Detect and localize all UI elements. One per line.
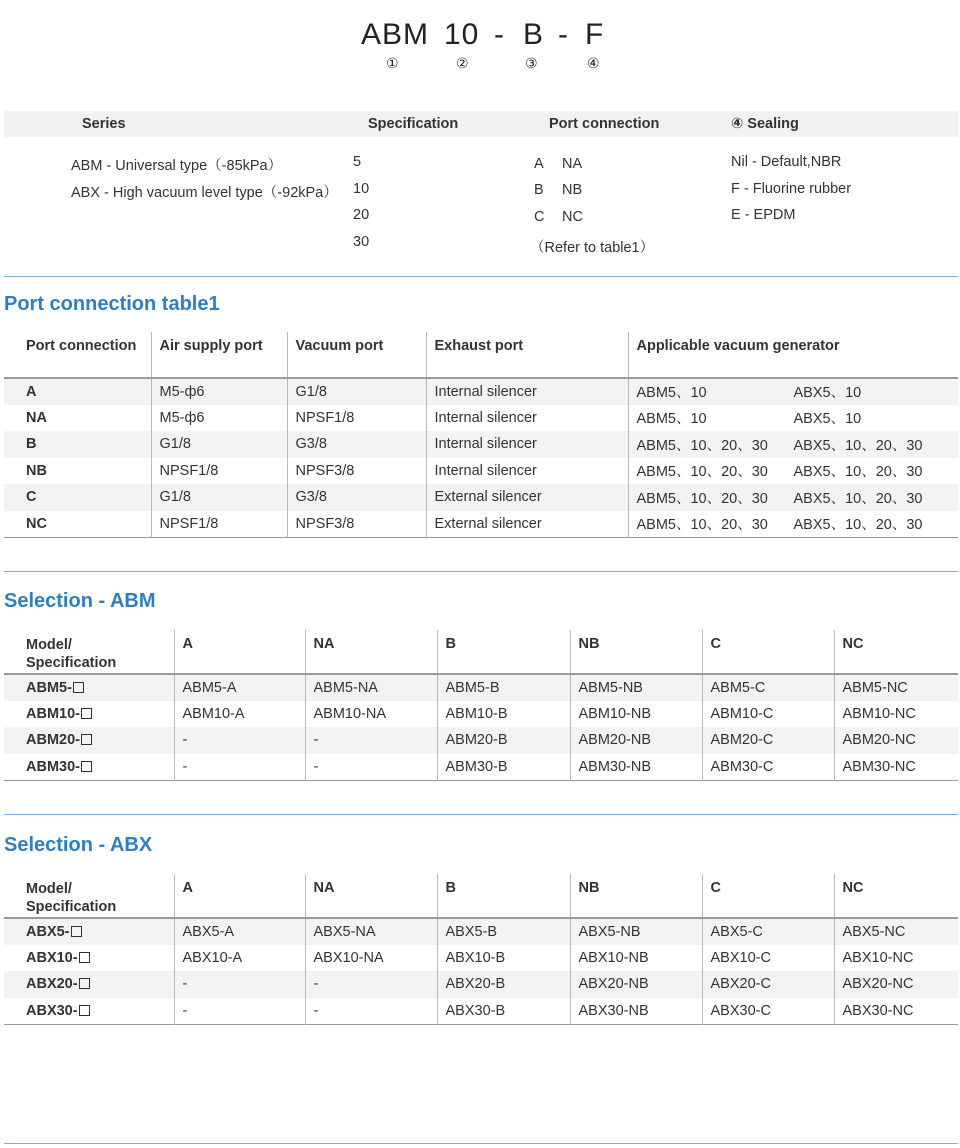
spec-option: 20	[353, 207, 370, 223]
header-port-na: NA	[305, 630, 437, 674]
cell-part: ABM30-NB	[570, 754, 702, 781]
code-dash-1: -	[494, 18, 505, 51]
code-number-3: ③	[525, 55, 538, 71]
cell-part: ABM10-A	[174, 701, 305, 728]
table-row	[4, 701, 958, 728]
cell-exhaust: External silencer	[426, 484, 628, 511]
placeholder-box-icon	[73, 682, 84, 693]
model-label: ABM30-	[26, 758, 80, 775]
model-label: ABX20-	[26, 976, 78, 993]
selection-abm-title: Selection - ABM	[4, 590, 156, 612]
cell-part: ABM10-C	[702, 701, 834, 728]
cell-part: ABM5-B	[437, 674, 570, 701]
cell-part: ABM30-B	[437, 754, 570, 781]
cell-port: NB	[26, 462, 47, 479]
cell-part: ABX30-C	[702, 998, 834, 1025]
table-row	[4, 484, 958, 511]
cell-generator	[628, 378, 958, 405]
cell-part: -	[174, 754, 305, 781]
table-row	[4, 918, 958, 945]
cell-exhaust: Internal silencer	[426, 431, 628, 458]
placeholder-box-icon	[81, 761, 92, 772]
cell-part: ABX5-NA	[305, 918, 437, 945]
generator-abx: ABX5、10、20、30	[793, 517, 923, 533]
cell-generator	[628, 511, 958, 538]
port-option-name: NC	[562, 209, 583, 225]
cell-model	[4, 998, 174, 1025]
code-part-sealing: F	[585, 18, 605, 51]
cell-exhaust: Internal silencer	[426, 458, 628, 485]
cell-vacuum: G1/8	[287, 378, 426, 405]
table-header-row	[4, 874, 958, 918]
cell-generator	[628, 458, 958, 485]
cell-model	[4, 754, 174, 781]
cell-part: ABX20-NC	[834, 971, 958, 998]
section-divider	[4, 814, 958, 815]
table-row	[4, 458, 958, 485]
code-number-1: ①	[386, 55, 399, 71]
header-port-connection: Port connection	[26, 338, 137, 354]
generator-abx: ABX5、10	[793, 385, 862, 402]
cell-part: ABM5-A	[174, 674, 305, 701]
cell-part: ABX5-A	[174, 918, 305, 945]
options-header-sealing: ④ Sealing	[731, 116, 799, 132]
section-divider	[4, 1143, 958, 1144]
header-port-na: NA	[305, 874, 437, 918]
selection-abx-title: Selection - ABX	[4, 834, 153, 856]
selection-abx-table	[4, 874, 958, 1025]
header-model-line1: Model/	[26, 881, 72, 897]
cell-part: ABX10-NA	[305, 945, 437, 972]
cell-model	[4, 945, 174, 972]
header-port-nb: NB	[570, 874, 702, 918]
header-model-line2: Specification	[26, 655, 117, 671]
section-divider	[4, 276, 958, 277]
sealing-option: Nil - Default,NBR	[731, 154, 842, 170]
cell-generator	[628, 484, 958, 511]
cell-model	[4, 918, 174, 945]
cell-exhaust: Internal silencer	[426, 405, 628, 432]
options-header-specification: Specification	[368, 116, 459, 132]
cell-part: ABM10-NC	[834, 701, 958, 728]
cell-port: A	[26, 383, 37, 400]
port-table-title: Port connection table1	[4, 293, 220, 315]
cell-part: ABM20-NB	[570, 727, 702, 754]
sealing-option: F - Fluorine rubber	[731, 181, 852, 197]
options-header-series: Series	[82, 116, 126, 132]
generator-abx: ABX5、10	[793, 411, 862, 428]
cell-part: ABM30-C	[702, 754, 834, 781]
generator-abx: ABX5、10、20、30	[793, 437, 923, 454]
model-code	[0, 18, 960, 58]
cell-part: ABM5-NB	[570, 674, 702, 701]
cell-part: -	[305, 998, 437, 1025]
model-label: ABX30-	[26, 1002, 78, 1019]
cell-part: ABX20-C	[702, 971, 834, 998]
header-port-c: C	[702, 874, 834, 918]
cell-exhaust: Internal silencer	[426, 378, 628, 405]
table-row	[4, 674, 958, 701]
header-port-a: A	[174, 874, 305, 918]
cell-model	[4, 727, 174, 754]
spec-option: 5	[353, 154, 362, 170]
cell-air: NPSF1/8	[151, 458, 287, 485]
code-part-port: B	[523, 18, 545, 51]
header-port-c: C	[702, 630, 834, 674]
cell-air: NPSF1/8	[151, 511, 287, 538]
header-vacuum-port: Vacuum port	[287, 332, 426, 378]
header-port-nc: NC	[834, 630, 958, 674]
cell-part: ABM10-B	[437, 701, 570, 728]
cell-part: ABX10-NB	[570, 945, 702, 972]
section-divider	[4, 571, 958, 572]
cell-vacuum: NPSF3/8	[287, 511, 426, 538]
table-row	[4, 405, 958, 432]
table-header-row	[4, 332, 958, 378]
cell-part: -	[174, 727, 305, 754]
port-option-code: C	[534, 209, 545, 225]
options-header-port: Port connection	[549, 116, 660, 132]
cell-part: -	[305, 754, 437, 781]
cell-part: ABX30-NB	[570, 998, 702, 1025]
table-row	[4, 431, 958, 458]
table-row	[4, 945, 958, 972]
header-port-nb: NB	[570, 630, 702, 674]
generator-abx: ABX5、10、20、30	[793, 464, 923, 481]
cell-part: ABM5-NA	[305, 674, 437, 701]
cell-part: -	[305, 971, 437, 998]
cell-part: ABM30-NC	[834, 754, 958, 781]
cell-part: ABX20-NB	[570, 971, 702, 998]
cell-part: ABM20-B	[437, 727, 570, 754]
model-label: ABX10-	[26, 949, 78, 966]
header-port-a: A	[174, 630, 305, 674]
sealing-option: E - EPDM	[731, 207, 796, 223]
cell-part: ABX5-B	[437, 918, 570, 945]
header-model-line2: Specification	[26, 899, 117, 915]
cell-exhaust: External silencer	[426, 511, 628, 538]
code-number-4: ④	[587, 55, 600, 71]
cell-air: M5-ф6	[151, 405, 287, 432]
table-row	[4, 971, 958, 998]
cell-part: ABX10-B	[437, 945, 570, 972]
cell-vacuum: NPSF1/8	[287, 405, 426, 432]
header-exhaust-port: Exhaust port	[426, 332, 628, 378]
header-model-specification	[4, 874, 174, 918]
generator-abm: ABM5、10、20、30	[636, 464, 768, 481]
cell-part: ABM20-NC	[834, 727, 958, 754]
table-row	[4, 727, 958, 754]
selection-abm-table	[4, 630, 958, 781]
header-model-specification	[4, 630, 174, 674]
model-label: ABM10-	[26, 705, 80, 722]
cell-port: C	[26, 489, 37, 506]
generator-abm: ABM5、10	[636, 411, 707, 428]
cell-vacuum: G3/8	[287, 431, 426, 458]
cell-port: NA	[26, 409, 47, 426]
header-port-b: B	[437, 874, 570, 918]
cell-part: ABX10-C	[702, 945, 834, 972]
cell-part: ABX5-NB	[570, 918, 702, 945]
port-connection-table	[4, 332, 958, 538]
placeholder-box-icon	[71, 926, 82, 937]
cell-part: ABM10-NA	[305, 701, 437, 728]
placeholder-box-icon	[81, 734, 92, 745]
header-port-nc: NC	[834, 874, 958, 918]
port-option-code: A	[534, 156, 544, 172]
cell-model	[4, 971, 174, 998]
generator-abm: ABM5、10、20、30	[636, 517, 768, 533]
cell-vacuum: G3/8	[287, 484, 426, 511]
cell-air: G1/8	[151, 484, 287, 511]
header-air-supply-port: Air supply port	[151, 332, 287, 378]
placeholder-box-icon	[79, 952, 90, 963]
cell-part: ABM5-C	[702, 674, 834, 701]
cell-port: NC	[26, 515, 47, 532]
cell-vacuum: NPSF3/8	[287, 458, 426, 485]
cell-part: ABM20-C	[702, 727, 834, 754]
header-model-line1: Model/	[26, 637, 72, 653]
generator-abm: ABM5、10、20、30	[636, 490, 768, 507]
generator-abx: ABX5、10、20、30	[793, 490, 923, 507]
table-row	[4, 754, 958, 781]
cell-part: ABX30-B	[437, 998, 570, 1025]
cell-part: -	[174, 998, 305, 1025]
code-number-2: ②	[456, 55, 469, 71]
cell-part: ABM5-NC	[834, 674, 958, 701]
placeholder-box-icon	[79, 978, 90, 989]
generator-abm: ABM5、10、20、30	[636, 437, 768, 454]
cell-model	[4, 674, 174, 701]
cell-port: B	[26, 436, 37, 453]
cell-part: ABX10-A	[174, 945, 305, 972]
header-applicable-generator: Applicable vacuum generator	[628, 332, 958, 378]
cell-model	[4, 701, 174, 728]
cell-part: -	[305, 727, 437, 754]
placeholder-box-icon	[79, 1005, 90, 1016]
cell-part: ABX30-NC	[834, 998, 958, 1025]
code-part-series: ABM	[361, 18, 430, 51]
options-header	[4, 111, 958, 137]
placeholder-box-icon	[81, 708, 92, 719]
cell-generator	[628, 405, 958, 432]
cell-part: ABX5-NC	[834, 918, 958, 945]
cell-generator	[628, 431, 958, 458]
model-label: ABM5-	[26, 679, 72, 696]
table-row	[4, 511, 958, 538]
generator-abm: ABM5、10	[636, 385, 707, 402]
port-option-code: B	[534, 182, 544, 198]
model-label: ABX5-	[26, 923, 70, 940]
code-dash-2: -	[558, 18, 569, 51]
cell-part: ABM10-NB	[570, 701, 702, 728]
port-option-note: （Refer to table1）	[530, 240, 655, 256]
model-label: ABM20-	[26, 732, 80, 749]
code-part-spec: 10	[444, 18, 480, 51]
series-option-abm: ABM - Universal type（-85kPa）	[71, 158, 283, 174]
series-option-abx: ABX - High vacuum level type（-92kPa）	[71, 185, 338, 201]
spec-option: 10	[353, 181, 370, 197]
cell-part: ABX20-B	[437, 971, 570, 998]
table-row	[4, 378, 958, 405]
table-row	[4, 998, 958, 1025]
header-port-b: B	[437, 630, 570, 674]
cell-part: ABX10-NC	[834, 945, 958, 972]
cell-air: G1/8	[151, 431, 287, 458]
cell-part: ABX5-C	[702, 918, 834, 945]
cell-air: M5-ф6	[151, 378, 287, 405]
port-option-name: NA	[562, 156, 583, 172]
port-option-name: NB	[562, 182, 583, 198]
cell-part: -	[174, 971, 305, 998]
table-header-row	[4, 630, 958, 674]
spec-option: 30	[353, 234, 370, 250]
